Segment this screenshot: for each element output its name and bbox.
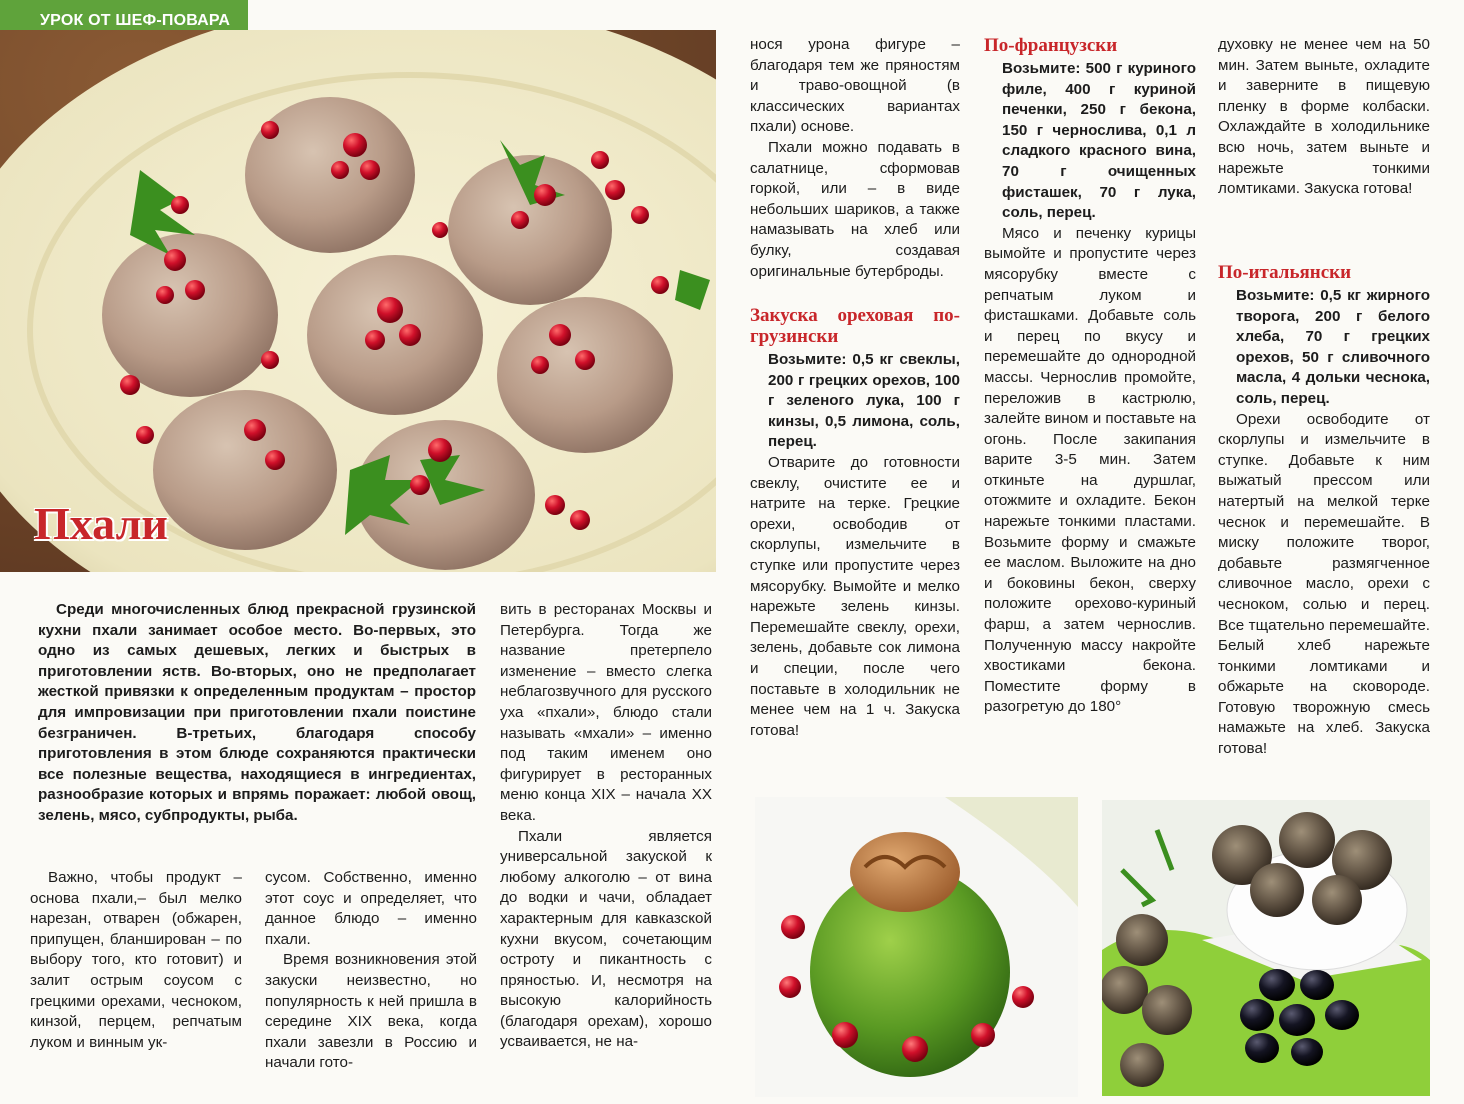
- body-column-2: сусом. Собственно, именно этот соус и определяет, что данное блюдо – именно пхали. Время возникновения этой закуски неизвестно, но популярность к ней пришла в середине XIX века, когда пхали завезли в Россию и начали гото-: [265, 869, 477, 1072]
- recipe-ingredients: Возьмите: 500 г куриного филе, 400 г куриной печенки, 250 г бекона, 150 г чернослива, 0,1 л сладкого красного вина, 70 г очищенных фисташек, 70 г лука, соль, перец.: [1002, 60, 1196, 222]
- recipe-steps: Мясо и печенку курицы вымойте и пропустите через мясорубку вместе с репчатым луком и фисташками. Добавьте соль и перец по вкусу и перемешайте до однородной массы. Чернослив промойте, переложив в кастрюлю, залейте вином и поставьте на огонь. После закипания варите 3-5 мин. Затем откиньте на дуршлаг, отожмите и охладите. Бекон нарежьте тонкими пластами. Возьмите форму и смажьте ее маслом. Выложите на дно и боковины бекон, сверху положите орехово-куриный фарш, а затем чернослив. Полученную массу накройте хвостиками бекона. Поместите форму в разогретую до 180°: [984, 224, 1196, 716]
- walnut-herb-ball-photo: [755, 797, 1078, 1097]
- body-column-1: Важно, чтобы продукт – основа пхали,– был мелко нарезан, отварен (обжарен, припущен, бланширован – по выбору того, кто готовит) и залит острым соусом с грецкими орехами, чесноком, кинзой, перцем, репчатым луком и винным ук-: [30, 869, 242, 1051]
- recipe-title: Закуска ореховая по-грузински: [750, 305, 960, 347]
- section-tag: УРОК ОТ ШЕФ-ПОВАРА: [0, 0, 248, 42]
- recipe-steps: Орехи освободите от скорлупы и измельчите в ступке. Добавьте к ним выжатый прессом или натертый на мелкой терке чеснок и перемешайте. В миску положите творог, добавьте размягченное сливочное масло, орехи с чесноком, солью и перец. Все тщательно перемешайте. Белый хлеб нарежьте тонкими ломтиками и обжарьте на сковороде. Готовую творожную смесь намажьте на хлеб. Закуска готова!: [1218, 410, 1430, 758]
- recipe-ingredients: Возьмите: 0,5 кг свеклы, 200 г грецких орехов, 100 г зеленого лука, 100 г кинзы, 0,5 лимона, соль, перец.: [768, 351, 960, 451]
- dish-title: Пхали: [34, 498, 168, 549]
- recipe-steps: Отварите до готовности свеклу, очистите ее и натрите на терке. Грецкие орехи, освободив от скорлупы, измельчите в ступке или пропустите через мясорубку. Вымойте и мелко нарежьте зелень кинзы. Перемешайте свеклу, орехи, зелень, добавьте сок лимона и специи, после чего поставьте в холодильник не менее чем на 1 ч. Закуска готова!: [750, 453, 960, 739]
- body-column-3: вить в ресторанах Москвы и Петербурга. Тогда же название претерпело изменение – вместо слегка неблагозвучного для русского уха «пхали», блюдо стали называть «мхали» – именно под таким именем оно фигурирует в ресторанных меню конца XIX – начала XX века. Пхали является универсальной закуской к любому алкоголю – от вина до водки и чачи, обладает характерным для кавказской кухни вкусом, сочетающим остроту и пикантность с пряностью. И, несмотря на высокую калорийность (благодаря орехам), хорошо усваивается, не на-: [500, 601, 712, 1051]
- main-dish-photo: [0, 30, 716, 572]
- recipe-georgian: [750, 305, 960, 741]
- recipe-title: По-французски: [984, 35, 1118, 56]
- olive-balls-photo: [1102, 800, 1430, 1096]
- intro-paragraph: Среди многочисленных блюд прекрасной грузинской кухни пхали занимает особое место. Во-первых, это одно из самых дешевых, легких и быстрых в приготовлении яств. Во-вторых, оно не предполагает жесткой привязки к определенным продуктам – простор для импровизации при приготовлении пхали поистине безграничен. В-третьих, благодаря способу приготовления в этом блюде сохраняются практически все полезные вещества, находящиеся в ингредиентах, разнообразие которых и впрямь поражает: любой овощ, зелень, мясо, субпродукты, рыба.: [38, 601, 476, 824]
- body-column-4: нося урона фигуре – благодаря тем же пряностям и траво-овощной (в классических вариантах пхали) основе. Пхали можно подавать в салатнице, сформовав горкой, или – в виде небольших шариков, а также намазывать на хлеб или булку, создавая оригинальные бутерброды.: [750, 36, 960, 280]
- recipe-title: По-итальянски: [1218, 262, 1352, 283]
- recipe-italian: [1218, 262, 1430, 760]
- recipe-ingredients: Возьмите: 0,5 кг жирного творога, 200 г белого хлеба, 70 г грецких орехов, 50 г сливочного масла, 4 дольки чеснока, соль, перец.: [1236, 287, 1430, 407]
- recipe-french: [984, 35, 1196, 718]
- recipe-french-continued: духовку не менее чем на 50 мин. Затем выньте, охладите и заверните в пищевую пленку в форме колбаски. Охлаждайте в холодильнике всю ночь, затем выньте и нарежьте тонкими ломтиками. Закуска готова!: [1218, 36, 1430, 198]
